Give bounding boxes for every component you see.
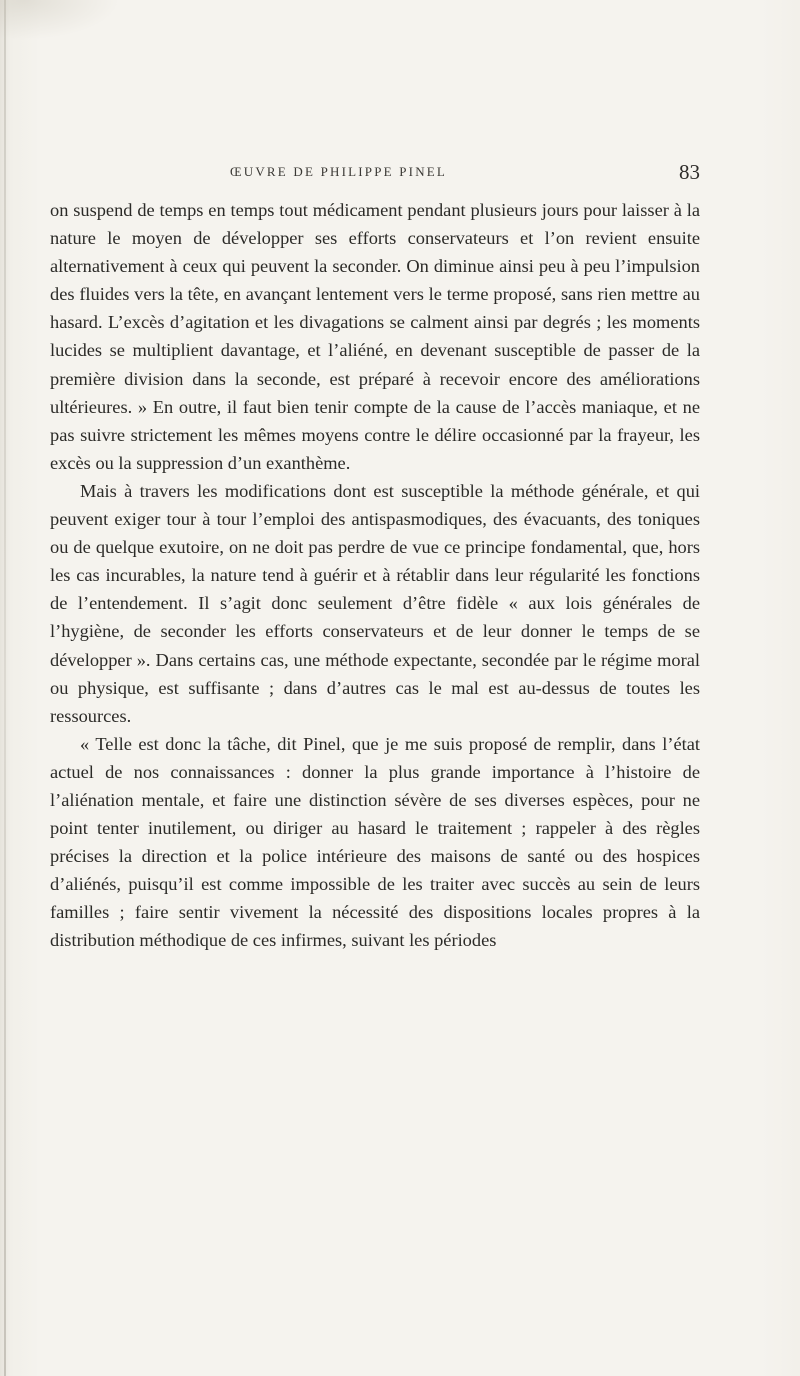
running-head: ŒUVRE DE PHILIPPE PINEL <box>230 164 448 179</box>
paper-stain <box>0 0 120 40</box>
paragraph: « Telle est donc la tâche, dit Pinel, que je me suis proposé de remplir, dans l’état actuel de nos connaissances : donner la plus grande importance à l’histoire de l’aliénation mentale, et faire une distinction sévère de ses diverses espèces, pour ne point tenter inutilement, ou diriger au hasard le traitement ; rappeler à des règles précises la direction et la police intérieure des maisons de santé ou des hospices d’aliénés, puisqu’il est comme impossible de les traiter avec succès au sein de leurs familles ; faire sentir vivement la nécessité des dispositions locales propres à la distribution méthodique de ces infirmes, suivant les périodes <box>50 733 700 951</box>
page-number: 83 <box>679 160 700 184</box>
paragraph-continuation: on suspend de temps en temps tout médicament pendant plusieurs jours pour laisser à la nature le moyen de développer ses efforts conservateurs et l’on revient ensuite alternativement à ceux qui peuvent la seconder. On diminue ainsi peu à peu l’impulsion des fluides vers la tête, en avançant lentement vers le terme proposé, sans rien mettre au hasard. L’excès d’agitation et les divagations se calment ainsi par degrés ; les moments lucides se multiplient davantage, et l’aliéné, en devenant susceptible de passer de la première division dans la seconde, est préparé à recevoir encore des améliorations ultérieures. » En outre, il faut bien tenir compte de la cause de l’accès maniaque, et ne pas suivre strictement les mêmes moyens contre le délire occasionné par la frayeur, les excès ou la suppression d’un exanthème. <box>50 200 700 473</box>
paragraph: Mais à travers les modifications dont est susceptible la méthode générale, et qui peuvent exiger tour à tour l’emploi des antispasmodiques, des évacuants, des toniques ou de quelque exutoire, on ne doit pas perdre de vue ce principe fondamental, que, hors les cas incurables, la nature tend à guérir et à rétablir dans leur régularité les fonctions de l’entendement. Il s’agit donc seulement d’être fidèle « aux lois générales de l’hygiène, de seconder les efforts conservateurs et de leur donner le temps de se développer ». Dans certains cas, une méthode expectante, secondée par le régime moral ou physique, est suffisante ; dans d’autres cas le mal est au-dessus de toutes les ressources. <box>50 480 700 726</box>
body-text <box>50 196 700 955</box>
page-gutter <box>4 0 6 1376</box>
page-header <box>230 160 700 190</box>
